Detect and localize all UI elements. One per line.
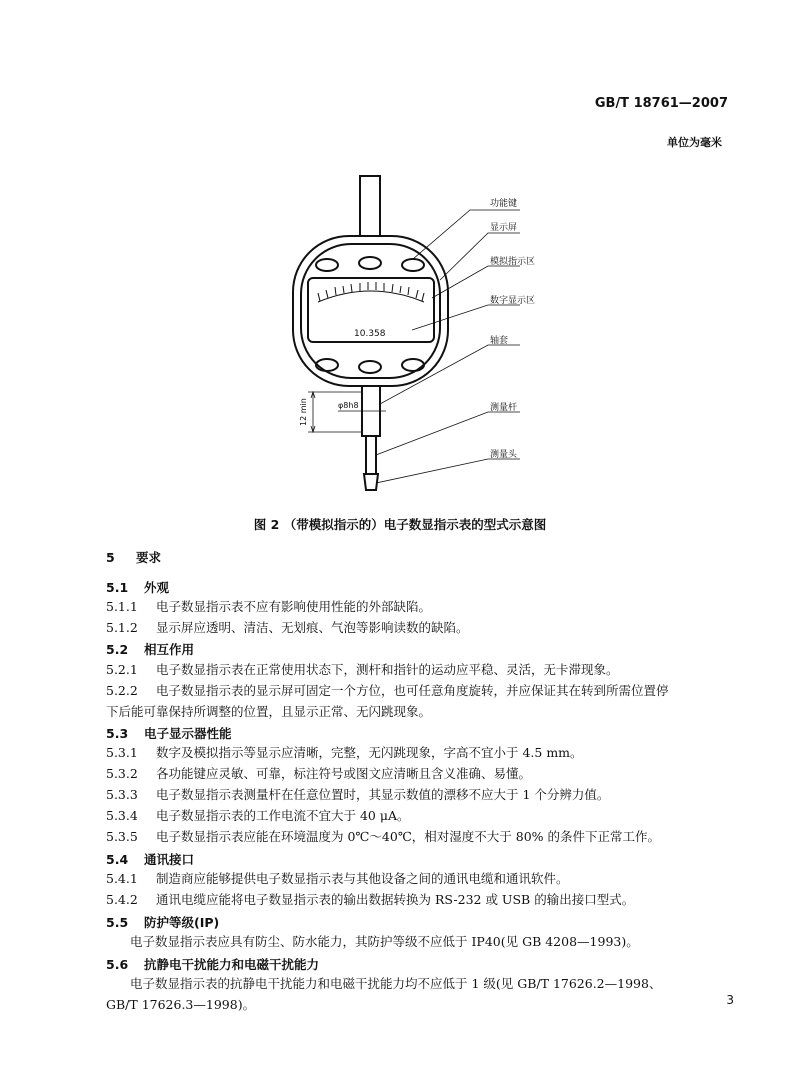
clause-paragraph: 5.2.2 电子数显指示表的显示屏可固定一个方位，也可任意角度旋转，并应保证其在转到所需位置停 下后能可靠保持所调整的位置，且显示正常、无闪跳现象。 bbox=[106, 683, 669, 719]
callout-display-screen: 显示屏 bbox=[490, 223, 518, 233]
clause-paragraph: 5.3.4 电子数显指示表的工作电流不宜大于 40 μA。 bbox=[106, 808, 410, 823]
clause-paragraph: 5.2.1 电子数显指示表在正常使用状态下，测杆和指针的运动应平稳、灵活，无卡滞现象。 bbox=[106, 662, 619, 677]
section-heading: 5 要求 bbox=[106, 550, 162, 565]
section-heading: 5.4 通讯接口 bbox=[106, 852, 195, 867]
clause-paragraph: 5.3.1 数字及模拟指示等显示应清晰，完整，无闪跳现象，字高不宜小于 4.5 mm。 bbox=[106, 745, 583, 760]
clause-paragraph: 电子数显指示表应具有防尘、防水能力，其防护等级不应低于 IP40(见 GB 4208—1993)。 bbox=[130, 934, 639, 949]
display-value: 10.358 bbox=[354, 329, 386, 339]
callout-measuring-rod: 测量杆 bbox=[490, 403, 518, 413]
callout-digital-area: 数字显示区 bbox=[490, 296, 536, 306]
section-heading: 5.5 防护等级(IP) bbox=[106, 915, 220, 930]
dimension-label: 12 min bbox=[299, 398, 308, 426]
clause-paragraph: 5.3.2 各功能键应灵敏、可靠，标注符号或图文应清晰且含义准确、易懂。 bbox=[106, 766, 532, 781]
figure-caption: 图 2 （带模拟指示的）电子数显指示表的型式示意图 bbox=[253, 517, 547, 532]
clause-paragraph: 5.1.1 电子数显指示表不应有影响使用性能的外部缺陷。 bbox=[106, 599, 432, 614]
section-heading: 5.1 外观 bbox=[106, 580, 170, 595]
diameter-label: φ8h8 bbox=[338, 401, 359, 410]
unit-note: 单位为毫米 bbox=[667, 136, 722, 149]
clause-paragraph: 5.4.1 制造商应能够提供电子数显指示表与其他设备之间的通讯电缆和通讯软件。 bbox=[106, 871, 569, 886]
clause-paragraph: 5.4.2 通讯电缆应能将电子数显指示表的输出数据转换为 RS-232 或 USB 的输出接口型式。 bbox=[106, 892, 635, 907]
clause-paragraph: 5.3.3 电子数显指示表测量杆在任意位置时，其显示数值的漂移不应大于 1 个分辨力值。 bbox=[106, 787, 610, 802]
callout-function-keys: 功能键 bbox=[490, 199, 518, 209]
section-heading: 5.6 抗静电干扰能力和电磁干扰能力 bbox=[106, 957, 320, 972]
clause-paragraph: 5.3.5 电子数显指示表应能在环境温度为 0℃～40℃，相对湿度不大于 80% 的条件下正常工作。 bbox=[106, 829, 661, 844]
section-heading: 5.2 相互作用 bbox=[106, 642, 195, 657]
callout-analog-area: 模拟指示区 bbox=[490, 257, 536, 267]
clause-paragraph: 5.1.2 显示屏应透明、清洁、无划痕、气泡等影响读数的缺陷。 bbox=[106, 620, 469, 635]
clause-paragraph: 电子数显指示表的抗静电干扰能力和电磁干扰能力均不应低于 1 级(见 GB/T 17626.2—1998、 GB/T 17626.3—1998)。 bbox=[106, 976, 662, 1012]
page-number: 3 bbox=[726, 993, 734, 1007]
standard-number: GB/T 18761—2007 bbox=[594, 96, 728, 111]
callout-sleeve: 轴套 bbox=[490, 336, 509, 346]
callout-measuring-tip: 测量头 bbox=[490, 450, 518, 460]
section-heading: 5.3 电子显示器性能 bbox=[106, 726, 232, 741]
indicator-diagram bbox=[0, 0, 800, 510]
